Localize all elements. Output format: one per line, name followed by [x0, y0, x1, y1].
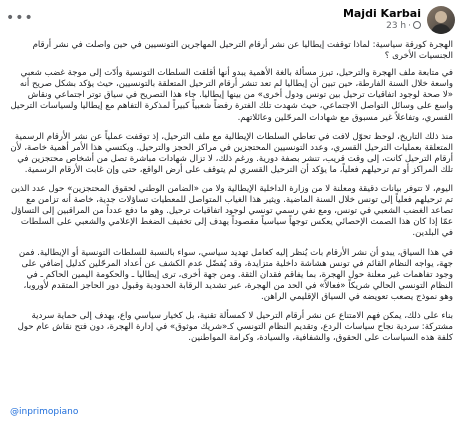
- post-header: [6, 6, 455, 36]
- author-avatar[interactable]: [427, 6, 455, 34]
- author-name[interactable]: Majdi Karbai: [342, 7, 421, 20]
- post-paragraph: اليوم، لا تتوفر بيانات دقيقة ومعلنة لا من وزارة الداخلية الإيطالية ولا من «الضامن الوطني لحقوق المحتجزين» حول عدد الذين تم ترحيلهم فعلياً إلى تونس خلال السنة الماضية. ويثير هذا الغياب المتواصل للمعطيات تساؤلات جدية، خاصة أنه تزامن مع تصاعد الغضب الشعبي في تونس، ومع نفي رسمي تونسي لوجود اتفاقيات ترحيل. وهو ما دفع عدداً من المراقبين إلى التساؤل عمّا إذا كان هذا الصمت الإحصائي يعكس توجهاً سياسياً مقصوداً يهدف إلى تخفيف الضغط الإعلامي والشعبي على السلطات في البلدين.: [10, 184, 453, 239]
- post-body: [8, 40, 453, 352]
- post-paragraph: في هذا السياق، يبدو أن نشر الأرقام بات يُنظر إليه كعامل تهديد سياسي، سواء بالنسبة للسلطات التونسية أو الإيطالية. فمن جهة، يواجه النظام القائم في تونس هشاشة داخلية متزايدة، وقد يُفضّل عدم الكشف عن أعداد المرحّلين كدليل إضافي على وجود تفاهمات غير معلنة حول الهجرة، بما يفاقم فقدان الثقة. ومن جهة أخرى، ترى إيطاليا ـ والحكومة اليمين الحاكم ـ في النظام التونسي الحالي شريكاً «فعالاً» في الحد من الهجرة، عبر تشديد الرقابة الحدودية وقبول دور الحاجز المتقدم لأوروبا، وهو نموذج يصعب تعويضه في السياق الإقليمي الراهن.: [18, 247, 453, 302]
- post-paragraph: في متابعة ملف الهجرة والترحيل، تبرز مسألة بالغة الأهمية يبدو أنها أقلقت السلطات التونسية وأدّت إلى موجة غضب شعبي واسعة خلال السنة الفارطة، حين تبين أن إيطاليا لم تعد تنشر أرقام الترحيل المتعلقة بالتونسيين، حيث يؤكد بشكل صريح أنه «لا صحة لوجود اتفاقيات ترحيل بين تونس ودول أخرى» من بينها إيطاليا. جاء هذا التصريح في سياق توتر اجتماعي ونقاش واسع على وسائل التواصل الاجتماعي، حيث شهدت تلك الفترة رفضاً شعبياً كبيراً لمذكرة التفاهم مع إيطاليا ولسياسات الترحيل القسري، وتفاعلاً غير مسبوق مع شهادات المرحّلين وعائلاتهم.: [10, 68, 453, 123]
- post-time[interactable]: 23 h: [386, 21, 407, 31]
- mention-link[interactable]: @inprimopiano: [10, 407, 79, 417]
- globe-icon: [413, 21, 421, 29]
- post-paragraph: الهجرة كورقة سياسية: لماذا توقفت إيطاليا عن نشر أرقام الترحيل المهاجرين التونسيين في حين واصلت في نشر أرقام الجنسيات الأخرى ؟: [32, 40, 453, 62]
- post-meta: 23 h ·: [386, 21, 421, 31]
- post-paragraph: بناء على ذلك، يمكن فهم الامتناع عن نشر أرقام الترحيل لا كمسألة تقنية، بل كخيار سياسي واع، يهدف إلى حماية سردية مشتركة: سردية نجاح سياسات الردع، وتقديم النظام التونسي كـ«شريك موثوق» في إدارة الهجرة، دون فتح نقاش عام حول كلفة هذه السياسات على الحقوق، والشفافية، والسيادة، وكرامة المواطنين.: [17, 310, 453, 344]
- more-options-icon[interactable]: •••: [6, 10, 34, 26]
- post-paragraph: منذ ذلك التاريخ، لوحظ تحوّل لافت في تعاطي السلطات الإيطالية مع ملف الترحيل، إذ توقفت عملياً عن نشر الأرقام الرسمية المتعلقة بعمليات الترحيل القسري، وعدد التونسيين المحتجزين في مراكز الحجز والترحيل. ويكتسي هذا الأمر أهمية خاصة، لأن أرقام الترحيل كانت، إلى وقت قريب، تنشر بصفة دورية. ورغم ذلك، لا تزال شهادات مباشرة تصل من أشخاص محتجزين في تلك المراكز أو تم ترحيلهم فعلياً، ما يؤكد أن الترحيل القسري لم يتوقف على أرض الواقع، حتى وإن غابت الأرقام الرسمية.: [10, 131, 453, 175]
